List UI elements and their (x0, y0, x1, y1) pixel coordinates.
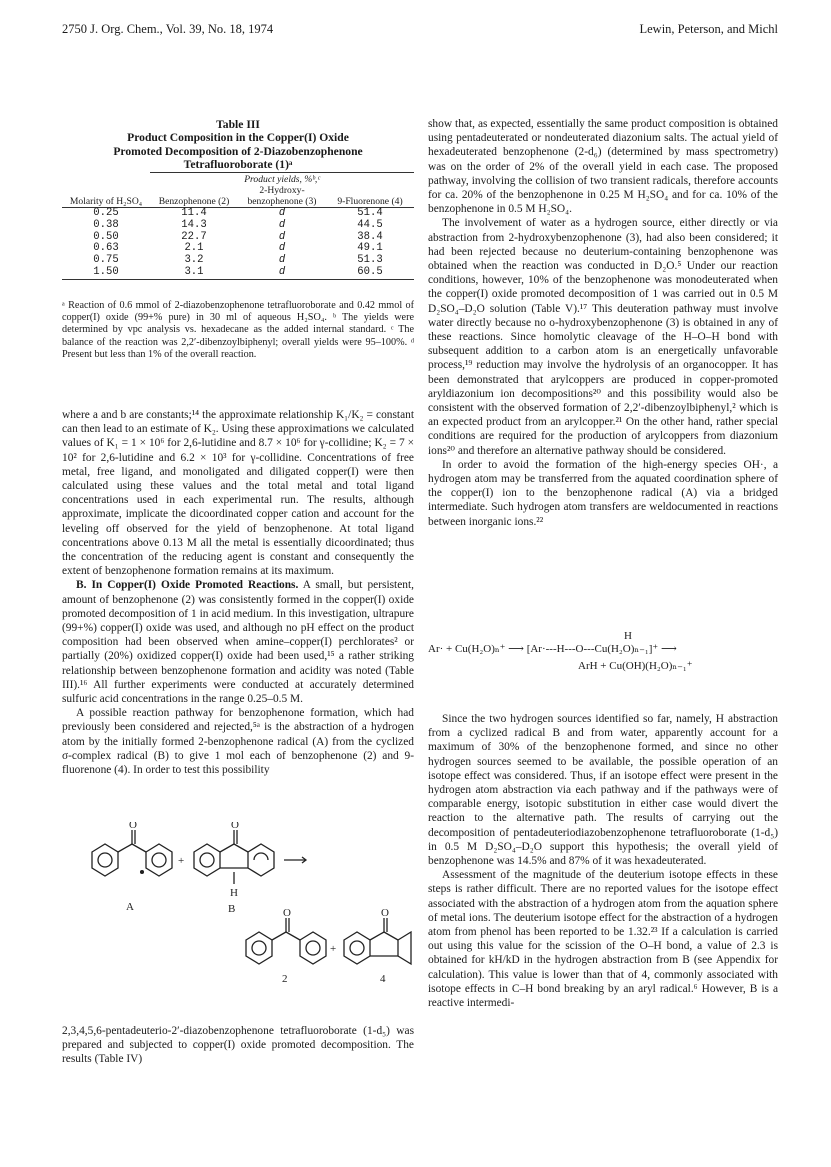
paragraph: 2,3,4,5,6-pentadeuterio-2′-diazobenzophenone tetrafluoroborate (1-d₅) was prepared and subjected to copper(I) oxide promoted decomposition. The results (Table IV) (62, 1025, 414, 1066)
header-journal: 2750 J. Org. Chem., Vol. 39, No. 18, 1974 (62, 22, 274, 36)
table-caption (62, 118, 414, 172)
table-title-1: Product Composition in the Copper(I) Oxide (127, 131, 349, 145)
benzene-ring (146, 844, 172, 876)
table-row: 0.38 14.3 d 44.5 (93, 218, 383, 231)
oxygen-label: O (231, 822, 239, 831)
table-row: 0.50 22.7 d 38.4 (93, 230, 383, 243)
section-heading: B. In Copper(I) Oxide Promoted Reactions. (76, 579, 299, 592)
plus-sign: + (178, 855, 185, 867)
paragraph: B. In Copper(I) Oxide Promoted Reactions. A small, but persistent, amount of benzophenone (2) was consistently formed in the copper(I) oxide promoted decomposition of 1 in acid medium. In this investigation, ultrapure (99+%) copper(I) oxide was used, and although no pH effect on the product composition had been observed when amine–copper(I) perchlorates² or partially (20%) oxidized copper(I) oxide had been used,¹⁵ a rather striking relationship between benzophenone formation and acidity was noted (Table III).¹⁶ All further experiments were conducted at accurately determined sulfuric acid concentrations in the range 0.25–0.5 M. (62, 579, 414, 706)
oxygen-label: O (129, 822, 137, 831)
benzene-ring (344, 932, 370, 964)
paragraph: show that, as expected, essentially the same product composition is obtained using pentadeuterated or nondeuterated diazonium salts. The actual yield of hexadeuterated benzophenone (2-d₆) (determined by mass spectrometry) was on the order of 2% of the overall yield in each case. The proposed pathway, involving the collision of two transient radicals, therefore accounts for ca. 20% of the benzophenone in 0.25 M H₂SO₄ and for ca. 10% of the benzophenone in 0.5 M H₂SO₄. (428, 118, 778, 216)
table-row: 0.75 3.2 d 51.3 (93, 254, 383, 267)
oxygen-label: O (283, 907, 291, 919)
paragraph: where a and b are constants;¹⁴ the approximate relationship K₁/K₂ = constant can then lead to an estimate of K₂. Using these approximations we calculated values of K₁ = 1 × 10⁶ for 2,6-lutidine and 8.7 × 10⁶ for γ-collidine; K₂ = 7 × 10² for 2,6-lutidine and 6.2 × 10³ for γ-collidine. Concentrations of free metal, free ligand, and monoligated and diligated copper(I) were then calculated using these values and the total metal and total ligand concentrations used in each experimental run. The results, although approximate, implicate the dicoordinated copper cation and account for the leveling off observed for the yield of benzophenone. At total ligand concentrations above 0.13 M all the metal is essentially dicoordinated; thus the concentration of the reducing agent is constant and consequently the extent of benzophenone formation remains at its maximum. (62, 409, 414, 578)
hydrogen-label: H (230, 887, 238, 899)
paragraph: A possible reaction pathway for benzophenone formation, which had previously been considered and rejected,⁵ᵃ is the abstraction of a hydrogen atom by the initially formed 2-benzophenone radical (A) from the cyclized σ-complex radical (B) to give 1 mol each of benzophenone (2) and 9-fluorenone (4). In order to test this possibility (62, 707, 414, 777)
left-column-text (62, 408, 414, 777)
table-row: 0.25 11.4 d 51.4 (93, 207, 383, 219)
label-B: B (228, 903, 236, 915)
benzene-ring (398, 932, 411, 964)
col-header: 2-Hydroxy-benzophenone (3) (238, 185, 326, 208)
header-authors: Lewin, Peterson, and Michl (639, 22, 778, 36)
table-footnote: ᵃ Reaction of 0.6 mmol of 2-diazobenzophenone tetrafluoroborate and 0.42 mmol of copper(I) oxide (99+% pure) in 30 ml of aqueous H₂SO₄. ᵇ The yields were determined by vpc analysis vs. hexadecane as the added internal standard. ᶜ The balance of the reaction was 2,2′-dibenzoylbiphenyl; overall yields were 95–100%. ᵈ Present but less than 1% of the overall reaction. (62, 300, 414, 360)
reaction-scheme (62, 822, 414, 1022)
left-column-text-end (62, 1024, 414, 1067)
oxygen-label: O (381, 907, 389, 919)
paragraph: In order to avoid the formation of the high-energy species OH·, a hydrogen atom may be transferred from the aquated coordination sphere of the copper(I) ion to the benzophenone radical (A) via a bridged intermediate. Such hydrogen atom transfers are weldocumented in reactions between inorganic ions.²² (428, 458, 778, 528)
product-table (62, 172, 414, 280)
table-row: 1.50 3.1 d 60.5 (62, 267, 414, 279)
paragraph: The involvement of water as a hydrogen source, either directly or via abstraction from 2-hydroxybenzophenone (3), had also been considered; it had been rejected because no deuterium-containing benzophenone was obtained when the reaction was conducted in D₂O.⁵ Under our reaction conditions, however, 10% of the benzophenone was monodeuterated when the copper(I) oxide promoted decomposition of 1 was carried out in 0.5 M D₂SO₄–D₂O solution (Table V).¹⁷ This deuteration pathway must involve water directly because no o-hydroxybenzophenone (3) is obtained in any of these reactions. Since homolytic cleavage of the H–O–H bond with subsequent addition to a carbon atom is an energetically unfavorable process,¹⁹ reduction may involve the hydrolysis of an organocopper. It has been demonstrated that arylcoppers are produced in copper-promoted aryldiazonium ion decompositions²⁰ and this possibility would also be consistent with the observed formation of 2,2′-dibenzoylbiphenyl,² which is an expected product from an arylcopper.²¹ On the other hand, rather special conditions are required for the production of arylcoppers from diazonium ions²⁰ and therefore an alternative pathway should be considered. (428, 217, 778, 457)
table-title-2: Promoted Decomposition of 2-Diazobenzophenone (113, 144, 363, 158)
benzene-ring (248, 844, 274, 876)
span-header: Product yields, %ᵇ,ᶜ (150, 173, 414, 186)
table-number: Table III (216, 118, 260, 131)
benzene-ring (300, 932, 326, 964)
equation-h: H (624, 630, 632, 642)
equation-line-2: ArH + Cu(OH)(H₂O)ₙ₋₁⁺ (578, 660, 693, 672)
right-column-text (428, 117, 778, 529)
label-A: A (126, 901, 134, 913)
benzene-ring (92, 844, 118, 876)
table-title-3: Tetrafluoroborate (1)ᵃ (183, 158, 293, 172)
paragraph: Since the two hydrogen sources identified so far, namely, H abstraction from a cyclized radical B and from water, apparently account for a maximum of 30% of the benzophenone formed, and since no other hydrogen sources seemed to be available, the possible operation of an isotope effect was considered. Thus, if an isotope effect were present in the hydrogen atom abstraction via each pathway and if the pathways were of comparable energy, isotopic substitution in either case would divert the reaction to the alternative path. The results of carrying out the decomposition of pentadeuteriodiazobenzophenone tetrafluoroborate (1-d₅) in 0.5 M D₂SO₄–D₂O support this hypothesis; the overall yield of benzophenone was 14.5% and 87% of it was hexadeuterated. (428, 713, 778, 868)
label-2: 2 (282, 973, 288, 985)
benzene-ring (194, 844, 220, 876)
col-header: Molarity of H₂SO₄ (62, 185, 150, 208)
right-column-text-2 (428, 712, 778, 1010)
col-header: 9-Fluorenone (4) (326, 185, 414, 208)
equation-line-1: Ar· + Cu(H₂O)ₙ⁺ ⟶ [Ar·---H---O---Cu(H₂O)ₙ₋₁]⁺ ⟶ (428, 643, 677, 655)
plus-sign: + (330, 943, 337, 955)
col-header: Benzophenone (2) (150, 185, 238, 208)
table-row: 0.63 2.1 d 49.1 (93, 242, 383, 255)
label-4: 4 (380, 973, 386, 985)
benzene-ring (246, 932, 272, 964)
equation (428, 630, 778, 672)
paragraph: Assessment of the magnitude of the deuterium isotope effects in these steps is rather difficult. There are no reported values for the isotope effect associated with the abstraction of a hydrogen atom from the aquation sphere of metal ions. The deuterium isotope effect for the abstraction of a hydrogen atom from phenol has been reported to be 1.32.²³ If a calculation is carried out using this value for the scission of the O–H bond, a value of 2.3 is obtained for kH/kD in the hydrogen abstraction from B (see Appendix for calculation). This value is lower than that of 4, commonly associated with isotope effects in C–H bond breaking by an aryl radical.⁶ However, B is a reactive intermedi- (428, 869, 778, 1010)
